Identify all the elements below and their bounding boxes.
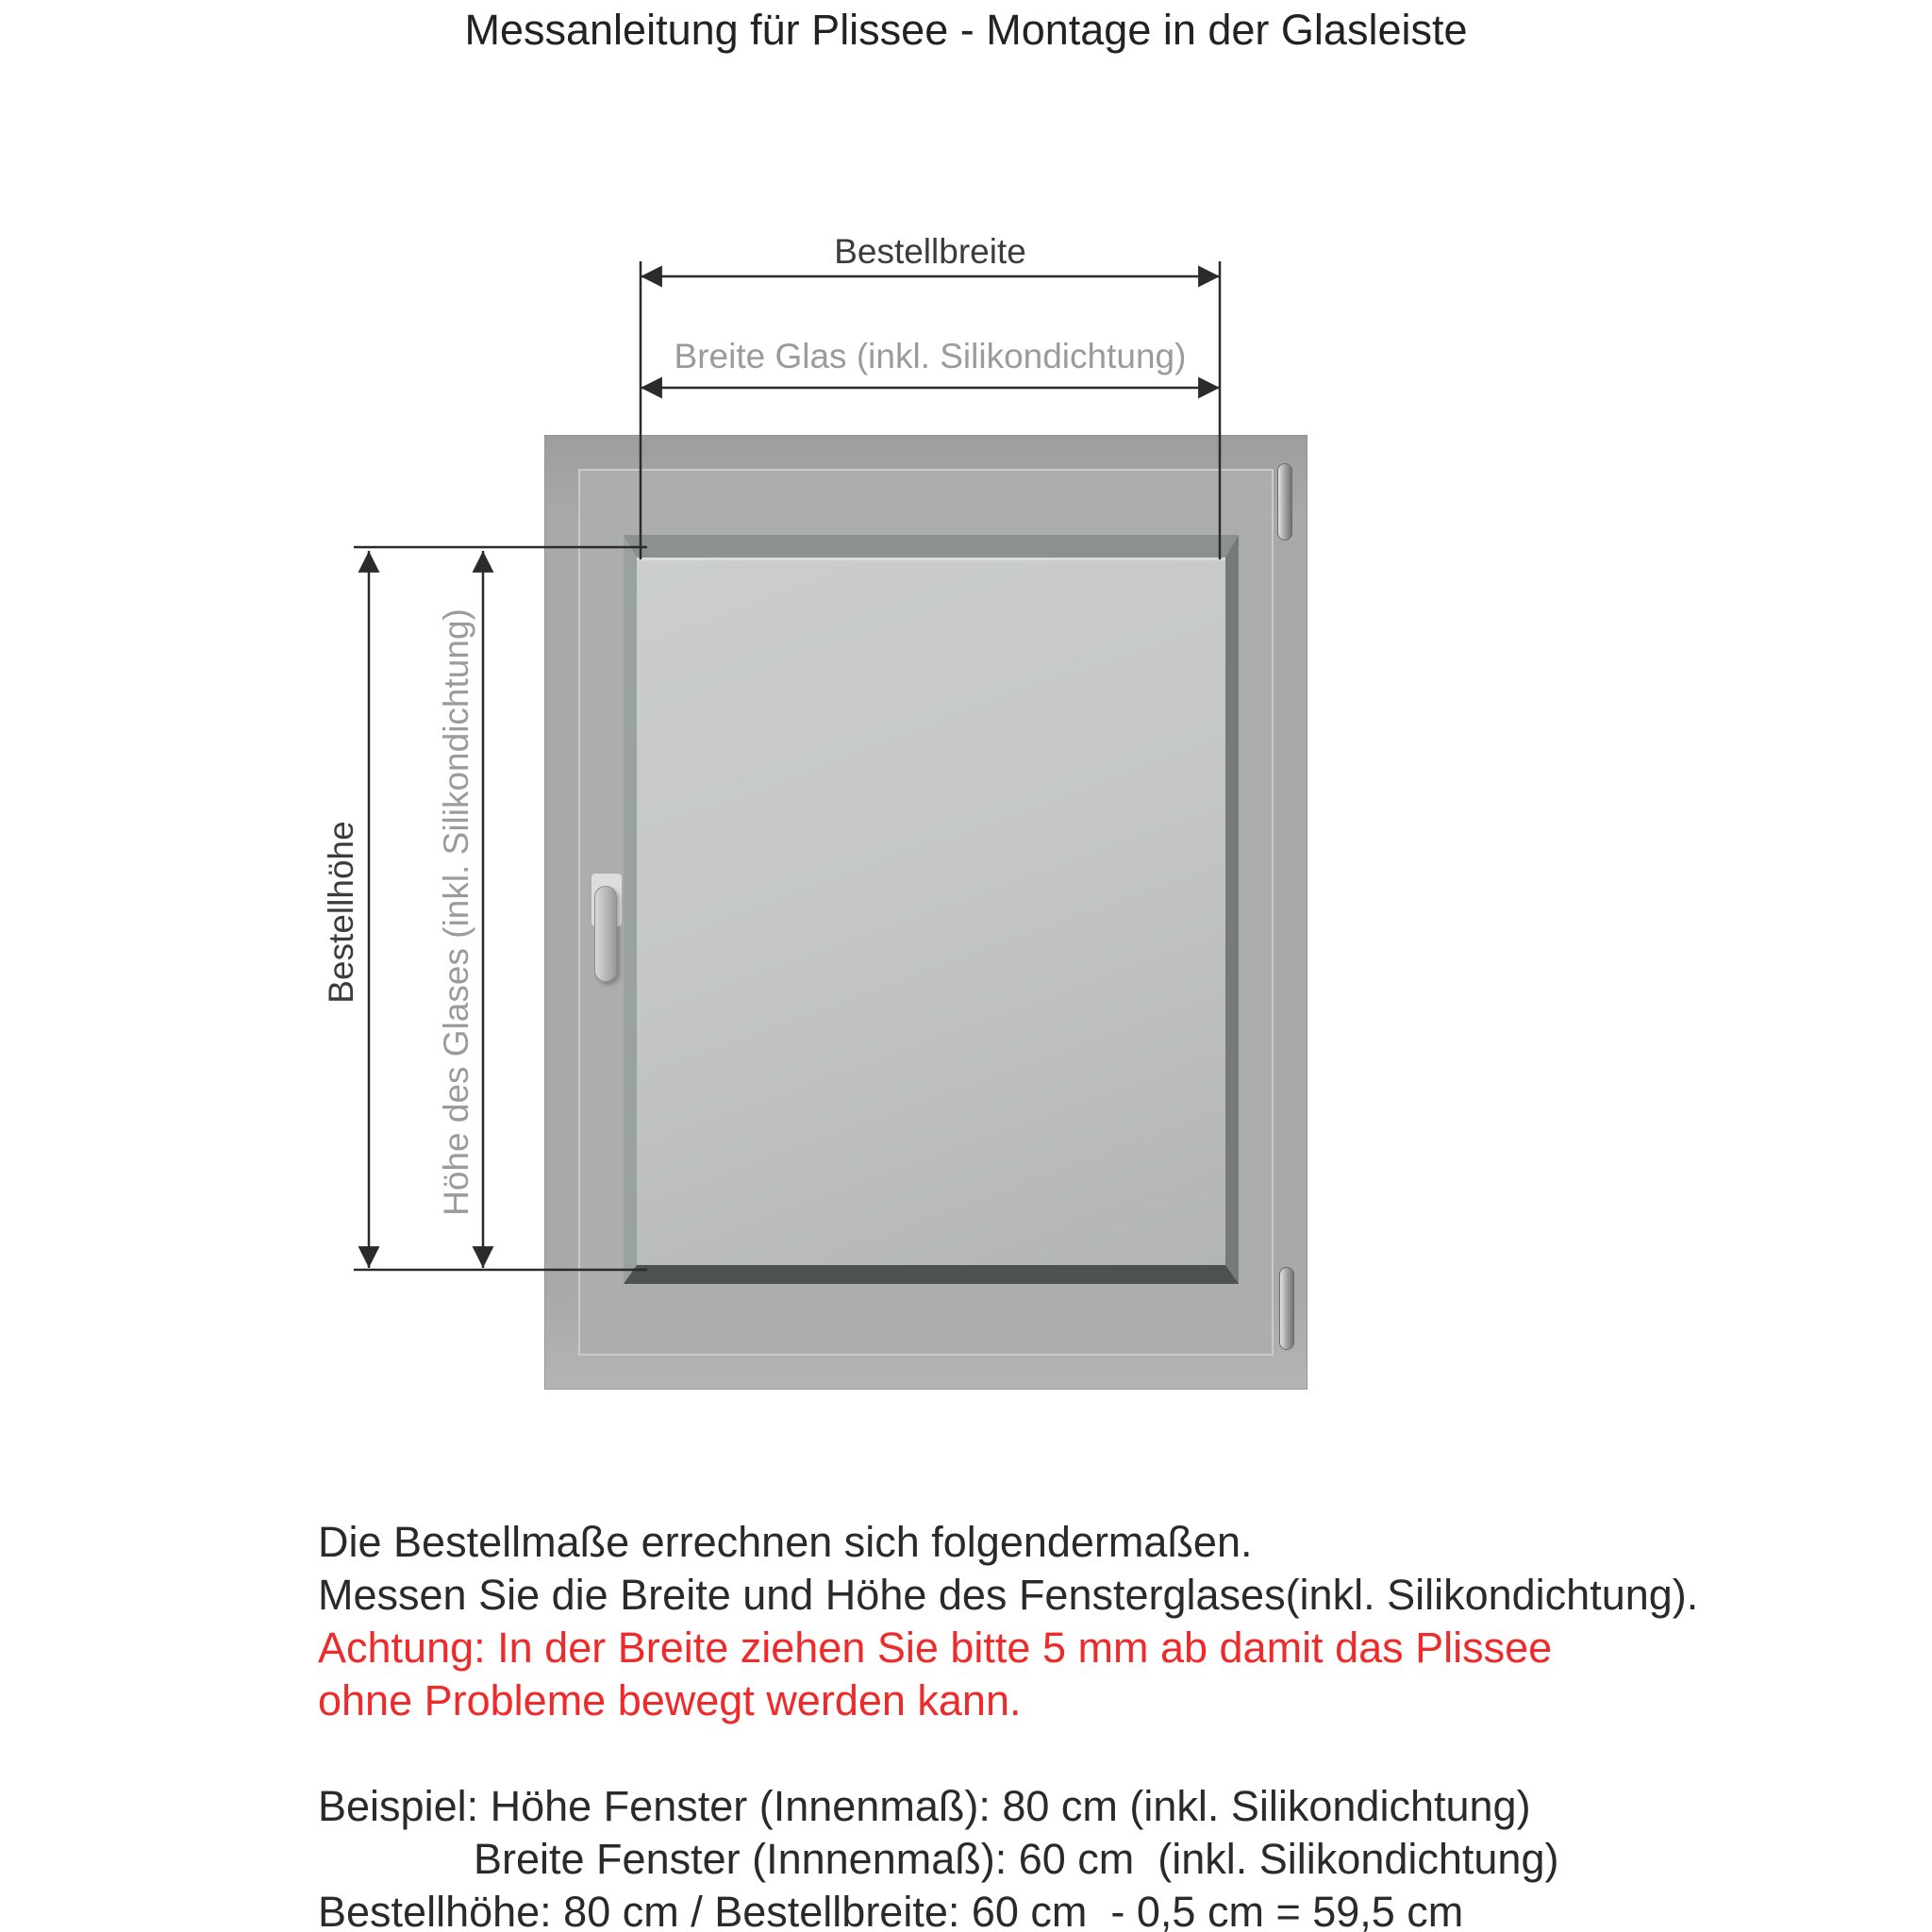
page-title: Messanleitung für Plissee - Montage in der Glasleiste: [464, 6, 1468, 54]
text-spacer: [318, 1727, 1698, 1780]
instruction-line: Messen Sie die Breite und Höhe des Fensterglases(inkl. Silikondichtung).: [318, 1571, 1699, 1619]
label-glass-width: Breite Glas (inkl. Silikondichtung): [674, 337, 1187, 375]
instruction-line: Die Bestellmaße errechnen sich folgendermaßen.: [318, 1518, 1253, 1566]
window-hinge-bottom: [1279, 1267, 1294, 1350]
window-illustration: [544, 435, 1307, 1390]
window-glass: [624, 535, 1239, 1284]
example-line: Breite Fenster (Innnenmaß): 60 cm (inkl. Silikondichtung): [474, 1835, 1559, 1883]
warning-line: Achtung: In der Breite ziehen Sie bitte 5 mm ab damit das Plissee: [318, 1624, 1553, 1672]
example-line: Bestellhöhe: 80 cm / Bestellbreite: 60 cm - 0,5 cm = 59,5 cm: [318, 1888, 1464, 1932]
instructions-block: [318, 1516, 1698, 1932]
warning-line: ohne Probleme bewegt werden kann.: [318, 1676, 1022, 1724]
label-order-width: Bestellbreite: [834, 232, 1026, 271]
label-order-height: Bestellhöhe: [322, 821, 360, 1004]
window-hinge-top: [1277, 463, 1292, 541]
label-glass-height: Höhe des Glases (inkl. Silikondichtung): [437, 608, 475, 1216]
example-line: Beispiel: Höhe Fenster (Innenmaß): 80 cm (inkl. Silikondichtung): [318, 1782, 1531, 1830]
window-handle-lever: [594, 886, 617, 982]
